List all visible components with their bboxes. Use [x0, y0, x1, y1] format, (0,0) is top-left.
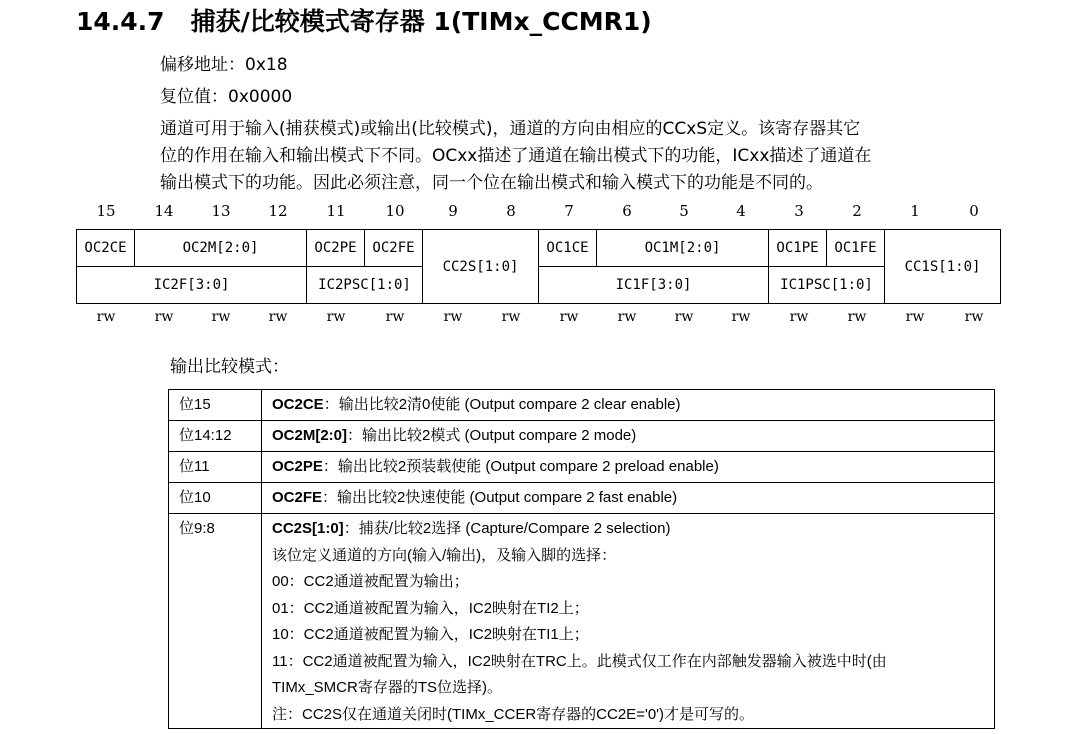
- field-detail-line: 该位定义通道的方向(输入/输出)，及输入脚的选择：: [272, 546, 617, 564]
- bit-number: 5: [679, 202, 689, 220]
- bit-number: 1: [910, 202, 920, 220]
- field-cell: IC1PSC[1:0]: [769, 267, 885, 304]
- bit-number: 9: [448, 202, 458, 220]
- bit-number: 8: [506, 202, 516, 220]
- access-label: rw: [731, 309, 751, 325]
- field-cell: IC2F[3:0]: [77, 267, 307, 304]
- table-row: [169, 452, 995, 483]
- register-map: [76, 229, 1001, 304]
- field-cell: OC1M[2:0]: [597, 230, 769, 267]
- register-output-row: [77, 230, 1001, 267]
- field-name: CC2S[1:0]: [272, 520, 344, 537]
- bit-number: 14: [154, 202, 174, 220]
- field-description: [262, 452, 995, 483]
- access-label: rw: [964, 309, 984, 325]
- bit-number: 15: [96, 202, 116, 220]
- description-line-2: 位的作用在输入和输出模式下不同。OCxx描述了通道在输出模式下的功能，ICxx描述了通道在: [160, 146, 872, 166]
- output-compare-heading: 输出比较模式：: [170, 357, 289, 377]
- field-cell: CC1S[1:0]: [885, 230, 1001, 304]
- access-label: rw: [211, 309, 231, 325]
- field-description: [262, 483, 995, 514]
- field-cell: OC1FE: [827, 230, 885, 267]
- bit-number: 0: [969, 202, 979, 220]
- access-label: rw: [905, 309, 925, 325]
- field-cell: IC1F[3:0]: [539, 267, 769, 304]
- description-line-3: 输出模式下的功能。因此必须注意，同一个位在输出模式和输入模式下的功能是不同的。: [160, 173, 823, 193]
- field-detail-line: TIMx_SMCR寄存器的TS位选择)。: [272, 679, 502, 696]
- table-row: [169, 514, 995, 729]
- field-summary: ：输出比较2预装载使能 (Output compare 2 preload enable): [322, 458, 719, 475]
- bit-number: 2: [852, 202, 862, 220]
- field-summary: ：捕获/比较2选择 (Capture/Compare 2 selection): [343, 520, 671, 537]
- section-number: 14.4.7: [76, 7, 165, 36]
- bit-number: 13: [211, 202, 231, 220]
- bit-number: 3: [794, 202, 804, 220]
- field-detail-line: 00：CC2通道被配置为输出；: [272, 573, 469, 590]
- offset-address: 偏移地址：0x18: [160, 55, 288, 75]
- access-label: rw: [501, 309, 521, 325]
- description-line-1: 通道可用于输入(捕获模式)或输出(比较模式)，通道的方向由相应的CCxS定义。该寄存器其它: [160, 119, 861, 139]
- access-label: rw: [268, 309, 288, 325]
- bit-range: 位10: [169, 483, 262, 514]
- access-label: rw: [96, 309, 116, 325]
- section-title-text: 捕获/比较模式寄存器 1(TIMx_CCMR1): [190, 7, 652, 36]
- bit-range: 位14:12: [169, 421, 262, 452]
- field-cell: OC2CE: [77, 230, 135, 267]
- access-label: rw: [326, 309, 346, 325]
- field-description-table: [168, 389, 995, 729]
- access-label: rw: [154, 309, 174, 325]
- register-input-row: [77, 267, 1001, 304]
- field-cell: OC1PE: [769, 230, 827, 267]
- table-row: [169, 483, 995, 514]
- bit-range: 位15: [169, 390, 262, 421]
- access-label: rw: [847, 309, 867, 325]
- field-cell: OC1CE: [539, 230, 597, 267]
- field-cell: OC2FE: [365, 230, 423, 267]
- field-name: OC2PE: [272, 458, 323, 475]
- field-name: OC2CE: [272, 396, 324, 413]
- access-label: rw: [617, 309, 637, 325]
- reset-value: 复位值：0x0000: [160, 87, 293, 107]
- access-label: rw: [559, 309, 579, 325]
- field-cell: IC2PSC[1:0]: [307, 267, 423, 304]
- bit-number-row: [0, 202, 1069, 222]
- bit-range: 位9:8: [169, 514, 262, 729]
- field-name: OC2M[2:0]: [272, 427, 348, 444]
- field-cell: CC2S[1:0]: [423, 230, 539, 304]
- bit-number: 10: [385, 202, 405, 220]
- access-label: rw: [385, 309, 405, 325]
- access-label: rw: [443, 309, 463, 325]
- table-row: [169, 390, 995, 421]
- access-label: rw: [789, 309, 809, 325]
- field-detail-line: 11：CC2通道被配置为输入，IC2映射在TRC上。此模式仅工作在内部触发器输入被选中时(由: [272, 652, 887, 670]
- table-row: [169, 421, 995, 452]
- field-cell: OC2M[2:0]: [135, 230, 307, 267]
- field-detail-line: 01：CC2通道被配置为输入，IC2映射在TI2上；: [272, 599, 589, 617]
- bit-number: 12: [268, 202, 288, 220]
- bit-number: 6: [622, 202, 632, 220]
- field-name: OC2FE: [272, 489, 323, 506]
- field-cell: OC2PE: [307, 230, 365, 267]
- bit-number: 11: [326, 202, 346, 220]
- access-label: rw: [674, 309, 694, 325]
- access-row: [0, 309, 1069, 329]
- field-summary: ：输出比较2清0使能 (Output compare 2 clear enable): [323, 396, 681, 413]
- field-detail-line: 10：CC2通道被配置为输入，IC2映射在TI1上；: [272, 626, 589, 643]
- field-description: [262, 514, 995, 729]
- field-summary: ：输出比较2快速使能 (Output compare 2 fast enable): [322, 489, 678, 506]
- bit-number: 4: [736, 202, 746, 220]
- field-description: [262, 421, 995, 452]
- bit-number: 7: [564, 202, 574, 220]
- field-description: [262, 390, 995, 421]
- section-title: [76, 2, 652, 38]
- bit-range: 位11: [169, 452, 262, 483]
- field-detail-line: 注：CC2S仅在通道关闭时(TIMx_CCER寄存器的CC2E='0')才是可写的。: [272, 705, 755, 723]
- field-summary: ：输出比较2模式 (Output compare 2 mode): [347, 427, 637, 444]
